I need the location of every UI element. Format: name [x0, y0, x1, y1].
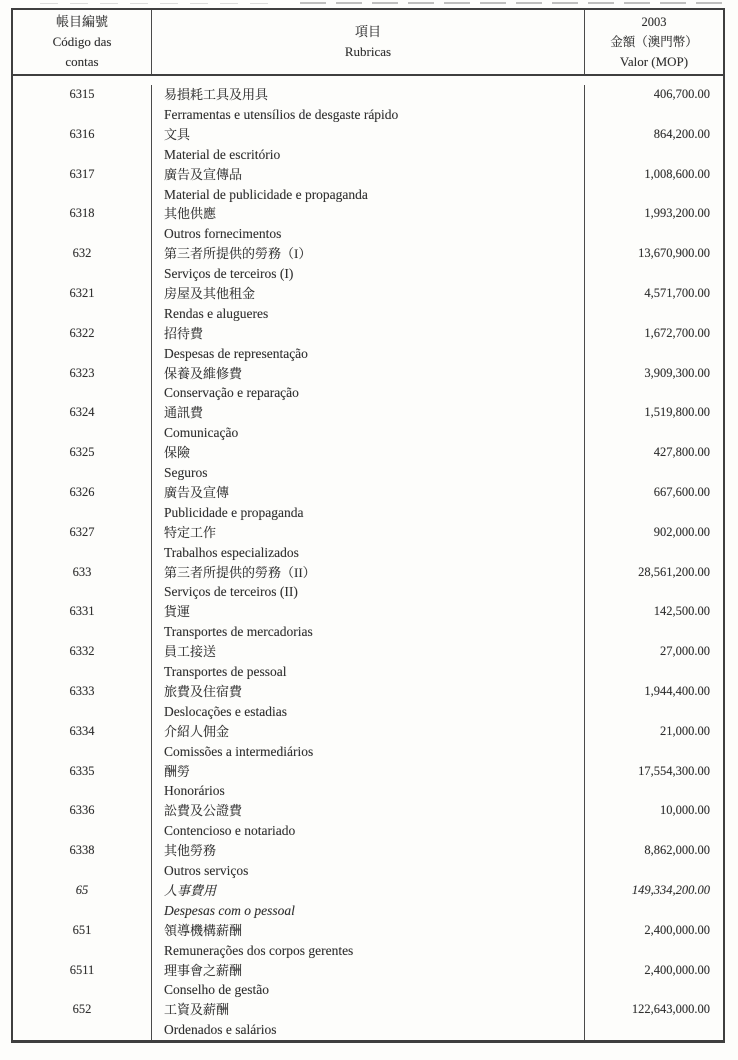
amount-value: 142,500.00: [653, 604, 710, 619]
scan-artifact-top-left: [40, 3, 280, 4]
item-name-zh: 廣告及宣傳品: [164, 166, 243, 182]
item-name-zh: 酬勞: [164, 763, 191, 779]
account-code-cell: [13, 881, 152, 921]
value-cell: [585, 921, 723, 961]
value-cell: [585, 324, 723, 364]
item-cell: [152, 483, 585, 523]
item-name-zh: 特定工作: [164, 524, 217, 540]
amount-value: 902,000.00: [653, 524, 710, 539]
amount-value: 13,670,900.00: [638, 246, 710, 261]
value-cell: [585, 841, 723, 881]
value-cell: [585, 961, 723, 1001]
amount-value: 2,400,000.00: [644, 962, 710, 977]
item-cell: [152, 523, 585, 563]
item-cell: [152, 881, 585, 921]
table-row: [13, 801, 723, 841]
account-code-cell: [13, 443, 152, 483]
account-code: 632: [72, 246, 92, 261]
account-code-cell: [13, 364, 152, 404]
amount-value: 427,800.00: [653, 445, 710, 460]
table-row: [13, 921, 723, 961]
amount-value: 10,000.00: [660, 803, 710, 818]
item-cell: [152, 1000, 585, 1040]
item-name-zh: 招待費: [164, 325, 204, 341]
account-code-cell: [13, 165, 152, 205]
item-name-pt: Remunerações dos corpos gerentes: [164, 942, 354, 958]
item-name-pt: Honorários: [164, 783, 225, 799]
value-cell: [585, 443, 723, 483]
amount-value: 864,200.00: [653, 126, 710, 141]
amount-value: 21,000.00: [660, 723, 710, 738]
account-code: 6317: [69, 166, 95, 181]
item-name-pt: Material de escritório: [164, 146, 281, 162]
item-name-pt: Transportes de pessoal: [164, 664, 287, 680]
value-cell: [585, 1000, 723, 1040]
table-row: [13, 125, 723, 165]
account-code: 6331: [69, 604, 95, 619]
value-cell: [585, 244, 723, 284]
item-name-pt: Outros fornecimentos: [164, 226, 282, 242]
account-code: 6315: [69, 87, 95, 101]
item-cell: [152, 642, 585, 682]
table-row: [13, 1000, 723, 1040]
account-code-cell: [13, 244, 152, 284]
table-row: [13, 204, 723, 244]
table-row: [13, 443, 723, 483]
item-cell: [152, 602, 585, 642]
header-value-pt: Valor (MOP): [619, 54, 689, 69]
account-code: 6511: [69, 962, 95, 977]
value-cell: [585, 204, 723, 244]
value-cell: [585, 483, 723, 523]
item-name-zh: 訟費及公證費: [164, 803, 243, 819]
table-row: [13, 403, 723, 443]
table-row: [13, 523, 723, 563]
table-body: [13, 76, 723, 1041]
account-code-cell: [13, 642, 152, 682]
item-name-pt: Serviços de terceiros (I): [164, 266, 294, 282]
item-name-pt: Transportes de mercadorias: [164, 624, 313, 640]
item-name-zh: 第三者所提供的勞務（II）: [164, 564, 316, 580]
item-name-pt: Deslocações e estadias: [164, 703, 287, 719]
item-cell: [152, 324, 585, 364]
item-name-zh: 其他勞務: [164, 843, 217, 859]
account-code: 6324: [69, 405, 95, 420]
table-row: [13, 722, 723, 762]
item-name-zh: 第三者所提供的勞務（I）: [164, 246, 312, 262]
item-name-pt: Contencioso e notariado: [164, 823, 296, 839]
header-account-code-column: [13, 10, 152, 74]
value-cell: [585, 284, 723, 324]
account-code-cell: [13, 324, 152, 364]
value-cell: [585, 801, 723, 841]
account-code: 6332: [69, 644, 95, 659]
item-cell: [152, 165, 585, 205]
item-name-zh: 理事會之薪酬: [164, 962, 243, 978]
table-row: [13, 364, 723, 404]
account-code: 6333: [69, 683, 95, 698]
amount-value: 3,909,300.00: [644, 365, 710, 380]
value-cell: [585, 881, 723, 921]
item-name-pt: Ferramentas e utensílios de desgaste rápido: [164, 106, 399, 122]
account-code: 6322: [69, 325, 95, 340]
table-row: [13, 483, 723, 523]
account-code-cell: [13, 841, 152, 881]
item-cell: [152, 841, 585, 881]
amount-value: 667,600.00: [653, 484, 710, 499]
account-code-cell: [13, 921, 152, 961]
amount-value: 406,700.00: [653, 87, 710, 101]
item-name-zh: 領導機構薪酬: [164, 922, 243, 938]
item-cell: [152, 921, 585, 961]
item-name-pt: Ordenados e salários: [164, 1022, 277, 1038]
item-name-pt: Seguros: [164, 465, 208, 481]
amount-value: 27,000.00: [660, 644, 710, 659]
account-code-cell: [13, 563, 152, 603]
item-name-pt: Comissões a intermediários: [164, 743, 314, 759]
account-code-cell: [13, 682, 152, 722]
value-cell: [585, 722, 723, 762]
account-code-cell: [13, 961, 152, 1001]
scan-artifact-top-right: [300, 2, 730, 4]
account-code: 6318: [69, 206, 95, 221]
amount-value: 28,561,200.00: [638, 564, 710, 579]
header-code-pt-line1: Código das: [52, 34, 112, 49]
amount-value: 4,571,700.00: [644, 285, 710, 300]
account-code: 6321: [69, 285, 95, 300]
item-cell: [152, 722, 585, 762]
account-code: 651: [72, 922, 92, 937]
item-cell: [152, 801, 585, 841]
item-name-pt: Comunicação: [164, 425, 239, 441]
item-name-zh: 工資及薪酬: [164, 1002, 230, 1018]
item-name-zh: 房屋及其他租金: [164, 285, 256, 301]
amount-value: 1,519,800.00: [644, 405, 710, 420]
amount-value: 8,862,000.00: [644, 843, 710, 858]
header-value-zh: 金額（澳門幣）: [610, 35, 698, 49]
table-row: [13, 244, 723, 284]
account-code-cell: [13, 762, 152, 802]
account-code: 6323: [69, 365, 95, 380]
item-name-pt: Trabalhos especializados: [164, 544, 299, 560]
item-name-pt: Serviços de terceiros (II): [164, 584, 298, 600]
account-code-cell: [13, 722, 152, 762]
item-name-zh: 易損耗工具及用具: [164, 87, 269, 102]
item-name-pt: Outros serviços: [164, 863, 249, 879]
item-name-zh: 介紹人佣金: [164, 723, 230, 739]
table-row: [13, 85, 723, 125]
item-cell: [152, 403, 585, 443]
item-name-pt: Rendas e alugueres: [164, 305, 269, 321]
account-code-cell: [13, 284, 152, 324]
item-name-pt: Conservação e reparação: [164, 385, 299, 401]
account-code-cell: [13, 523, 152, 563]
value-cell: [585, 563, 723, 603]
item-name-zh: 其他供應: [164, 206, 217, 222]
item-cell: [152, 682, 585, 722]
item-name-pt: Despesas de representação: [164, 345, 308, 361]
header-value-column: [585, 10, 723, 74]
amount-value: 1,993,200.00: [644, 206, 710, 221]
item-cell: [152, 85, 585, 125]
account-code: 65: [75, 882, 89, 897]
header-code-pt-line2: contas: [65, 54, 99, 69]
amount-value: 149,334,200.00: [631, 882, 710, 897]
value-cell: [585, 682, 723, 722]
header-item-column: [152, 10, 585, 74]
account-code-cell: [13, 801, 152, 841]
account-code-cell: [13, 85, 152, 125]
value-cell: [585, 85, 723, 125]
table-row: [13, 284, 723, 324]
table-row: [13, 841, 723, 881]
table-row: [13, 642, 723, 682]
value-cell: [585, 642, 723, 682]
accounts-table: [11, 8, 725, 1043]
table-row: [13, 762, 723, 802]
account-code: 633: [72, 564, 92, 579]
header-item-zh: 項目: [354, 24, 381, 39]
item-name-zh: 保險: [164, 445, 191, 461]
account-code: 6334: [69, 723, 95, 738]
item-name-zh: 廣告及宣傳: [164, 484, 230, 500]
item-name-pt: Publicidade e propaganda: [164, 504, 304, 520]
value-cell: [585, 762, 723, 802]
item-name-zh: 保養及維修費: [164, 365, 243, 381]
item-cell: [152, 204, 585, 244]
value-cell: [585, 165, 723, 205]
table-row: [13, 165, 723, 205]
item-name-pt: Material de publicidade e propaganda: [164, 186, 368, 202]
item-name-zh: 文具: [164, 126, 191, 142]
value-cell: [585, 602, 723, 642]
account-code-cell: [13, 483, 152, 523]
amount-value: 2,400,000.00: [644, 922, 710, 937]
header-value-year: 2003: [641, 15, 667, 29]
table-row: [13, 602, 723, 642]
amount-value: 17,554,300.00: [638, 763, 710, 778]
account-code-cell: [13, 602, 152, 642]
item-cell: [152, 125, 585, 165]
amount-value: 122,643,000.00: [631, 1002, 710, 1017]
header-item-pt: Rubricas: [344, 44, 392, 59]
value-cell: [585, 523, 723, 563]
item-cell: [152, 762, 585, 802]
account-code-cell: [13, 1000, 152, 1040]
item-cell: [152, 563, 585, 603]
account-code-cell: [13, 125, 152, 165]
account-code: 6336: [69, 803, 95, 818]
item-name-zh: 通訊費: [164, 405, 204, 421]
value-cell: [585, 364, 723, 404]
account-code: 6316: [69, 126, 95, 141]
account-code: 6326: [69, 484, 95, 499]
account-code: 6325: [69, 445, 95, 460]
account-code-cell: [13, 204, 152, 244]
item-name-pt: Conselho de gestão: [164, 982, 269, 998]
table-row: [13, 324, 723, 364]
item-name-zh: 人事費用: [164, 882, 217, 898]
item-cell: [152, 244, 585, 284]
item-name-zh: 員工接送: [164, 644, 217, 660]
value-cell: [585, 403, 723, 443]
table-header-row: [13, 10, 723, 76]
item-cell: [152, 443, 585, 483]
account-code-cell: [13, 403, 152, 443]
amount-value: 1,672,700.00: [644, 325, 710, 340]
amount-value: 1,944,400.00: [644, 683, 710, 698]
account-code: 6327: [69, 524, 95, 539]
header-code-zh: 帳目編號: [55, 14, 108, 29]
item-cell: [152, 364, 585, 404]
table-row: [13, 682, 723, 722]
item-cell: [152, 284, 585, 324]
amount-value: 1,008,600.00: [644, 166, 710, 181]
table-row: [13, 961, 723, 1001]
account-code: 652: [72, 1002, 92, 1017]
table-row: [13, 563, 723, 603]
item-name-zh: 旅費及住宿費: [164, 683, 243, 699]
item-name-zh: 貨運: [164, 604, 191, 620]
account-code: 6338: [69, 843, 95, 858]
item-cell: [152, 961, 585, 1001]
item-name-pt: Despesas com o pessoal: [164, 902, 295, 918]
value-cell: [585, 125, 723, 165]
table-row: [13, 881, 723, 921]
account-code: 6335: [69, 763, 95, 778]
